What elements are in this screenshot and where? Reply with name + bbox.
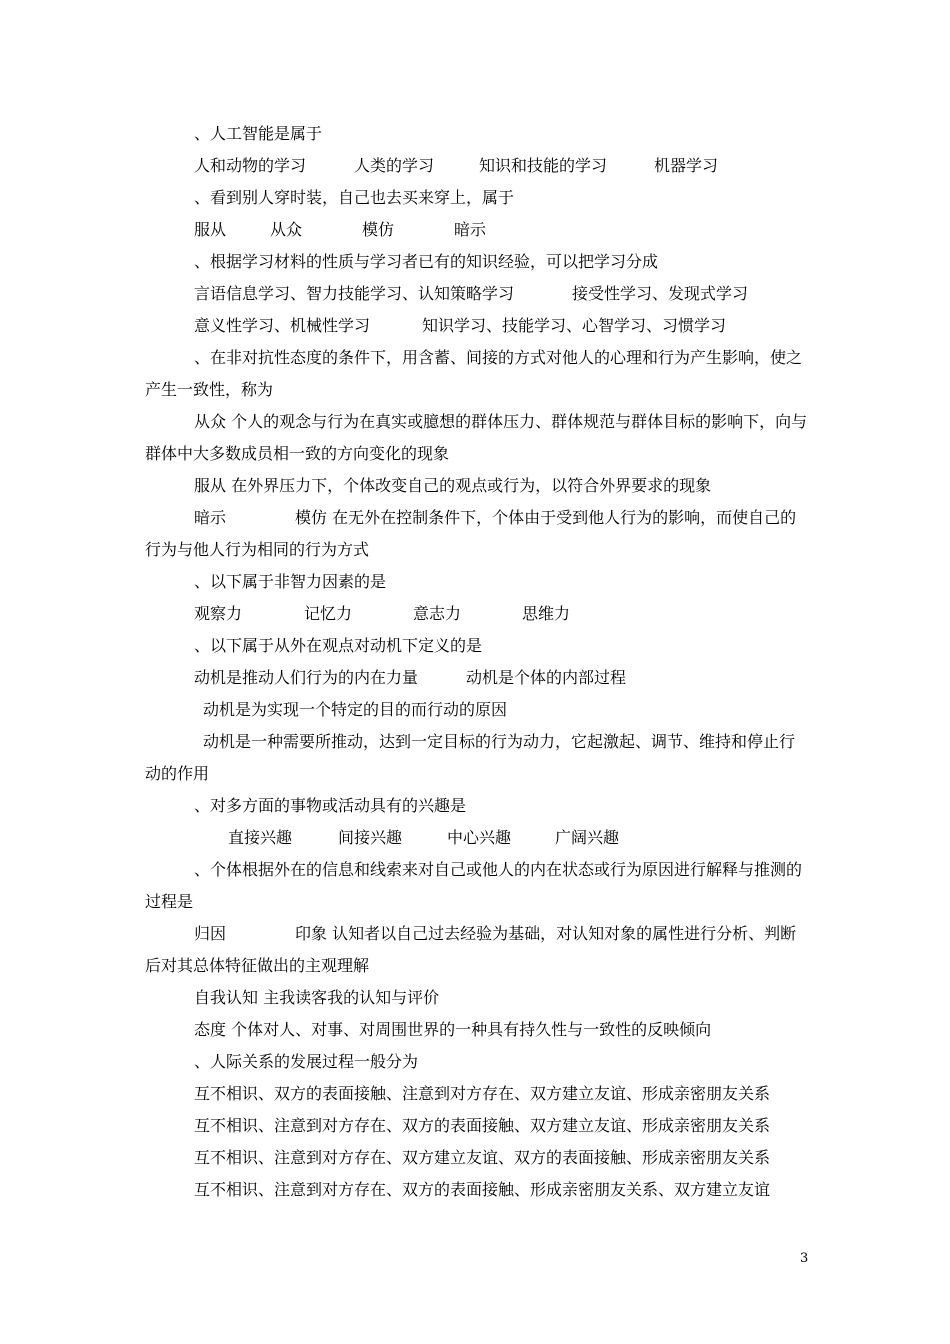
option: 从众: [270, 220, 303, 239]
option: 间接兴趣: [338, 828, 403, 847]
option-note: 在外界压力下，个体改变自己的观点或行为，以符合外界要求的现象: [231, 476, 712, 495]
option: 动机是一种需要所推动，达到一定目标的行为动力，它起激起、调节、维持和停止行动的作用: [145, 732, 796, 783]
option-row: [194, 156, 718, 176]
option: 动机是推动人们行为的内在力量: [194, 668, 419, 687]
option: 态度: [194, 1020, 227, 1039]
option: 中心兴趣: [447, 828, 512, 847]
option: 暗示: [194, 508, 227, 527]
option: 直接兴趣: [228, 828, 293, 847]
option: 观察力: [194, 604, 243, 623]
option: 服从: [194, 476, 227, 495]
option-note: 认知者以自己过去经验为基础，对认知对象的属性进行分析、判断后对其总体特征做出的主观理解: [145, 924, 797, 975]
option: 广阔兴趣: [555, 828, 620, 847]
option-with-note: [145, 406, 810, 470]
page-number: 3: [800, 1251, 809, 1266]
option: 从众: [194, 412, 227, 431]
option-with-note: [194, 988, 439, 1008]
option-note: 个人的观念与行为在真实或臆想的群体压力、群体规范与群体目标的影响下，向与群体中大多数成员相一致的方向变化的现象: [145, 412, 808, 463]
option: 接受性学习、发现式学习: [572, 284, 749, 303]
option: 互不相识、注意到对方存在、双方的表面接触、形成亲密朋友关系、双方建立友谊: [194, 1180, 771, 1199]
option-with-note: [194, 476, 711, 496]
option-row: [228, 828, 619, 848]
option: 互不相识、注意到对方存在、双方的表面接触、双方建立友谊、形成亲密朋友关系: [194, 1116, 771, 1135]
option-note: 主我读客我的认知与评价: [263, 988, 440, 1007]
question-stem: 、以下属于非智力因素的是: [194, 572, 387, 591]
option: 模仿: [295, 508, 328, 527]
question-stem: 、对多方面的事物或活动具有的兴趣是: [194, 796, 467, 815]
option: 暗示: [454, 220, 487, 239]
option-row: [194, 220, 486, 240]
option: 知识和技能的学习: [479, 156, 608, 175]
question-stem: 、看到别人穿时装，自己也去买来穿上，属于: [194, 188, 515, 207]
option-note: 在无外在控制条件下，个体由于受到他人行为的影响，而使自己的行为与他人行为相同的行为方式: [145, 508, 797, 559]
option-row: [194, 316, 726, 336]
option-row: [194, 284, 748, 304]
option: 归因: [194, 924, 227, 943]
option-with-note: [145, 502, 810, 566]
question-stem: 、人工智能是属于: [194, 124, 323, 143]
option: 思维力: [522, 604, 571, 623]
option: 互不相识、注意到对方存在、双方建立友谊、双方的表面接触、形成亲密朋友关系: [194, 1148, 771, 1167]
option: 自我认知: [194, 988, 259, 1007]
option-note: 个体对人、对事、对周围世界的一种具有持久性与一致性的反映倾向: [231, 1020, 712, 1039]
option: 记忆力: [304, 604, 353, 623]
option-row: [194, 604, 570, 624]
option: 言语信息学习、智力技能学习、认知策略学习: [194, 284, 515, 303]
option: 互不相识、双方的表面接触、注意到对方存在、双方建立友谊、形成亲密朋友关系: [194, 1084, 771, 1103]
option: 服从: [194, 220, 227, 239]
question-stem: 、以下属于从外在观点对动机下定义的是: [194, 636, 483, 655]
question-stem: 、个体根据外在的信息和线索来对自己或他人的内在状态或行为原因进行解释与推测的过程是: [145, 860, 803, 911]
question-stem: 、人际关系的发展过程一般分为: [194, 1052, 419, 1071]
option: 印象: [295, 924, 328, 943]
option-with-note: [145, 918, 810, 982]
option: 人和动物的学习: [194, 156, 307, 175]
option-row: [194, 668, 626, 688]
option: 动机是为实现一个特定的目的而行动的原因: [203, 700, 508, 719]
option: 人类的学习: [354, 156, 435, 175]
option: 机器学习: [654, 156, 719, 175]
option: 动机是个体的内部过程: [466, 668, 627, 687]
question-stem: 、在非对抗性态度的条件下，用含蓄、间接的方式对他人的心理和行为产生影响，使之产生一致性，称为: [145, 348, 803, 399]
option: 意义性学习、机械性学习: [194, 316, 371, 335]
option: 意志力: [413, 604, 462, 623]
option: 知识学习、技能学习、心智学习、习惯学习: [422, 316, 727, 335]
question-stem: 、根据学习材料的性质与学习者已有的知识经验，可以把学习分成: [194, 252, 659, 271]
option-with-note: [194, 1020, 711, 1040]
option: 模仿: [362, 220, 395, 239]
